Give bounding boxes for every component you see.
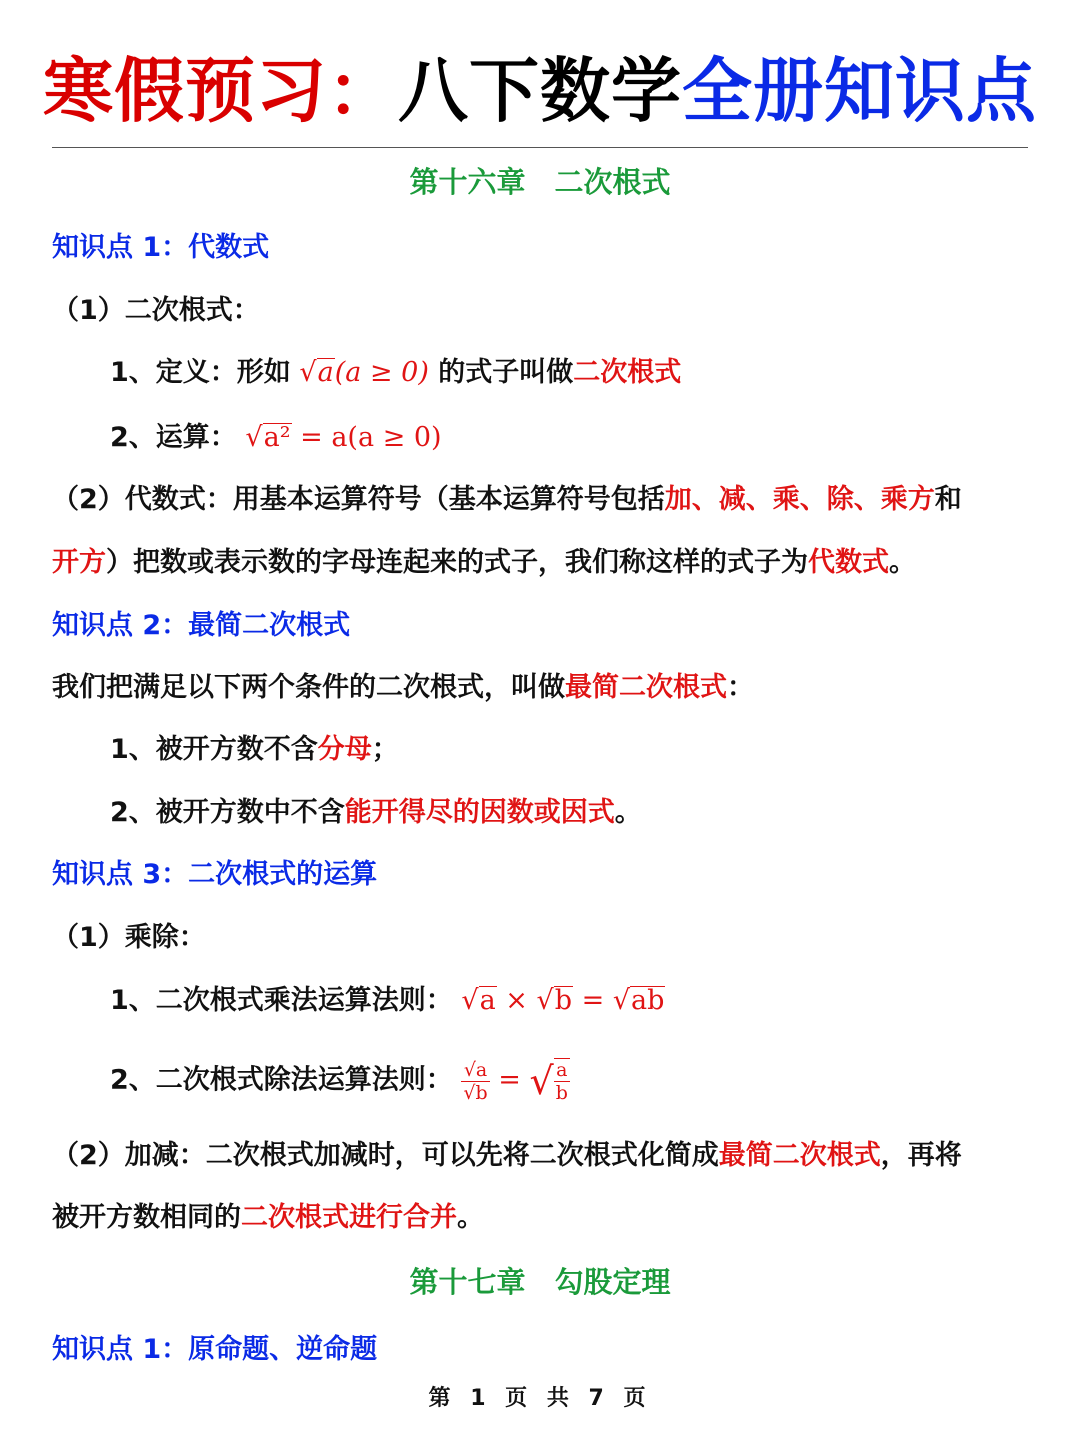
- highlight: 能开得尽的因数或因式: [344, 797, 615, 828]
- denominator: √b: [463, 1081, 488, 1104]
- paragraph: [52, 1136, 962, 1176]
- definition-line: [110, 353, 681, 393]
- text: 的式子叫做: [428, 357, 574, 388]
- title-part-1: 寒假预习：: [43, 49, 398, 132]
- sqrt-formula: √a(a ≥ 0): [299, 357, 429, 388]
- highlight: 分母: [317, 734, 372, 765]
- highlight: 最简二次根式: [718, 1140, 881, 1171]
- text: 被开方数相同的: [52, 1202, 241, 1233]
- knowledge-point-heading: 知识点 2：最简二次根式: [52, 610, 351, 641]
- knowledge-point-heading: 知识点 1：原命题、逆命题: [52, 1334, 378, 1365]
- paragraph: [52, 668, 754, 708]
- radicand: ab: [631, 985, 665, 1016]
- numerator: √a: [461, 1059, 489, 1082]
- text: 1、二次根式乘法运算法则：: [110, 985, 453, 1016]
- fraction: [461, 1059, 489, 1104]
- operation-line: [110, 418, 442, 458]
- text: 2、被开方数中不含: [110, 797, 345, 828]
- sqrt-sign: √: [529, 1059, 554, 1103]
- title-divider: [52, 147, 1028, 148]
- condition: (a ≥ 0): [334, 357, 429, 388]
- paragraph: [52, 480, 962, 520]
- page-footer: 第 1 页 共 7 页: [428, 1386, 652, 1411]
- text: 2、二次根式除法运算法则：: [110, 1064, 453, 1096]
- radicand: b: [554, 985, 573, 1016]
- radicand: a: [317, 357, 334, 388]
- condition-item: [110, 730, 399, 770]
- sqrt-formula: √a² = a(a ≥ 0): [245, 422, 442, 453]
- denominator: b: [555, 1082, 568, 1104]
- chapter-heading-17: 第十七章 勾股定理: [409, 1265, 671, 1299]
- text: （2）加减：二次根式加减时，可以先将二次根式化简成: [52, 1140, 719, 1171]
- text: 1、被开方数不含: [110, 734, 318, 765]
- highlight: 二次根式进行合并: [241, 1202, 457, 1233]
- title-part-2: 八下数学: [398, 49, 682, 132]
- radicand: a: [479, 985, 496, 1016]
- knowledge-point-heading: 知识点 3：二次根式的运算: [52, 859, 378, 890]
- highlight: 最简二次根式: [565, 672, 727, 703]
- division-rule: [110, 1058, 570, 1104]
- highlight: 加、减、乘、除、乘方: [664, 484, 935, 515]
- operator: =: [489, 1064, 530, 1096]
- text: 。: [614, 797, 642, 828]
- chapter-heading-16: 第十六章 二次根式: [409, 165, 671, 199]
- text: 。: [457, 1202, 484, 1233]
- formula-rest: = a(a ≥ 0): [291, 422, 442, 453]
- highlight: 二次根式: [573, 357, 682, 388]
- text: 。: [889, 547, 916, 578]
- text: 2、运算：: [110, 422, 237, 453]
- page-title: [0, 46, 1080, 136]
- subsection-heading: （1）乘除：: [52, 922, 206, 953]
- title-part-3: 全册知识点: [682, 49, 1037, 132]
- highlight: 代数式: [808, 547, 889, 578]
- text: ；: [371, 734, 399, 765]
- highlight: 开方: [52, 547, 106, 578]
- knowledge-point-heading: 知识点 1：代数式: [52, 232, 270, 263]
- paragraph: [52, 1198, 484, 1238]
- numerator: a: [554, 1059, 570, 1082]
- text: （2）代数式：用基本运算符号（基本运算符号包括: [52, 484, 665, 515]
- sqrt-formula: √a × √b = √ab: [461, 985, 665, 1016]
- text: ：: [727, 672, 754, 703]
- multiplication-rule: [110, 981, 665, 1021]
- text: ）把数或表示数的字母连起来的式子，我们称这样的式子为: [106, 547, 808, 578]
- operator: ×: [496, 985, 537, 1016]
- paragraph: [52, 543, 916, 583]
- operator: =: [573, 985, 613, 1016]
- subsection-heading: （1）二次根式：: [52, 295, 260, 326]
- radicand: a²: [263, 422, 291, 453]
- condition-item: [110, 793, 642, 833]
- fraction: [554, 1058, 570, 1104]
- text: 我们把满足以下两个条件的二次根式，叫做: [52, 672, 565, 703]
- text: 和: [934, 484, 962, 515]
- text: 1、定义：形如: [110, 357, 291, 388]
- text: ，再将: [880, 1140, 962, 1171]
